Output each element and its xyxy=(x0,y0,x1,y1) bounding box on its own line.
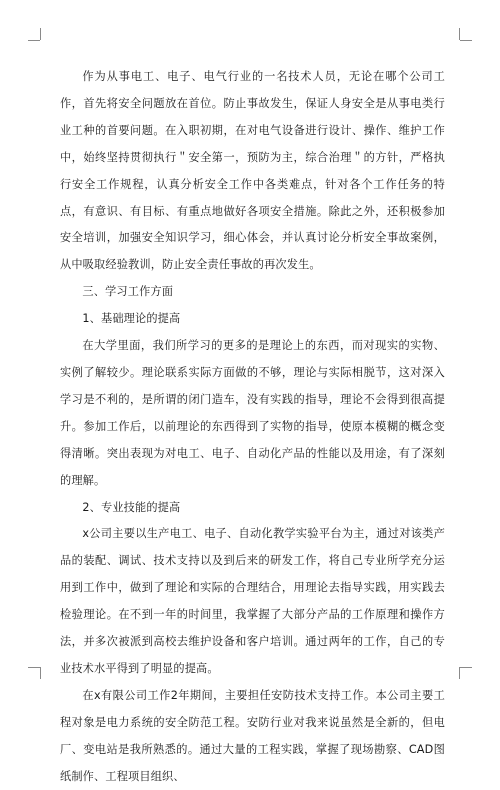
crop-mark-top-right-h xyxy=(460,40,472,41)
document-body xyxy=(60,64,445,790)
crop-mark-bottom-right-v xyxy=(459,667,460,679)
crop-mark-top-left-h xyxy=(28,40,40,41)
subheading-professional-skills: 2、专业技能的提高 xyxy=(82,500,181,514)
crop-mark-top-right-v xyxy=(459,28,460,40)
subheading-basic-theory: 1、基础理论的提高 xyxy=(82,312,181,326)
paragraph-safety: 作为从事电工、电子、电气行业的一名技术人员，无论在哪个公司工作，首先将安全问题放在首位。防止事故发生，保证人身安全是从事电类行业工种的首要问题。在入职初期，在对电气设备进行设计、操作、维护工作中，始终坚持贯彻执行＂安全第一，预防为主，综合治理＂的方针，严格执行安全工作规程，认真分析安全工作中各类难点，针对各个工作任务的特点，有意识、有目标、有重点地做好各项安全措施。除此之外，还积极参加安全培训，加强安全知识学习，细心体会，并认真讨论分析安全事故案例，从中吸取经验教训，防止安全责任事故的再次发生。 xyxy=(60,70,445,272)
paragraph-professional-skills: x公司主要以生产电工、电子、自动化教学实验平台为主，通过对该类产品的装配、调试、技术支持以及到后来的研发工作，将自己专业所学充分运用到工作中，做到了理论和实际的合理结合，用理论去指导实践，用实践去检验理论。在不到一年的时间里，我掌握了大部分产品的工作原理和操作方法，并多次被派到高校去维护设备和客户培训。通过两年的工作，自己的专业技术水平得到了明显的提高。 xyxy=(60,527,445,675)
crop-mark-bottom-left-h xyxy=(28,667,40,668)
crop-mark-top-left-v xyxy=(40,28,41,40)
paragraph-basic-theory: 在大学里面，我们所学习的更多的是理论上的东西，而对现实的实物、实例了解较少。理论联系实际方面做的不够，理论与实际相脱节，这对深入学习是不利的，是所谓的闭门造车，没有实践的指导，理论不会得到很高提升。参加工作后，以前理论的东西得到了实物的指导，使原本模糊的概念变得清晰。突出表现为对电工、电子、自动化产品的性能以及用途，有了深刻的理解。 xyxy=(60,339,445,487)
crop-mark-bottom-right-h xyxy=(460,667,472,668)
paragraph-security-support: 在x有限公司工作2年期间，主要担任安防技术支持工作。本公司主要工程对象是电力系统的安全防范工程。安防行业对我来说虽然是全新的，但电厂、变电站是我所熟悉的。通过大量的工程实践，掌握了现场勘察、CAD图纸制作、工程项目组织、 xyxy=(60,688,445,783)
crop-mark-bottom-left-v xyxy=(40,667,41,679)
section-heading-study-work: 三、学习工作方面 xyxy=(82,285,174,299)
